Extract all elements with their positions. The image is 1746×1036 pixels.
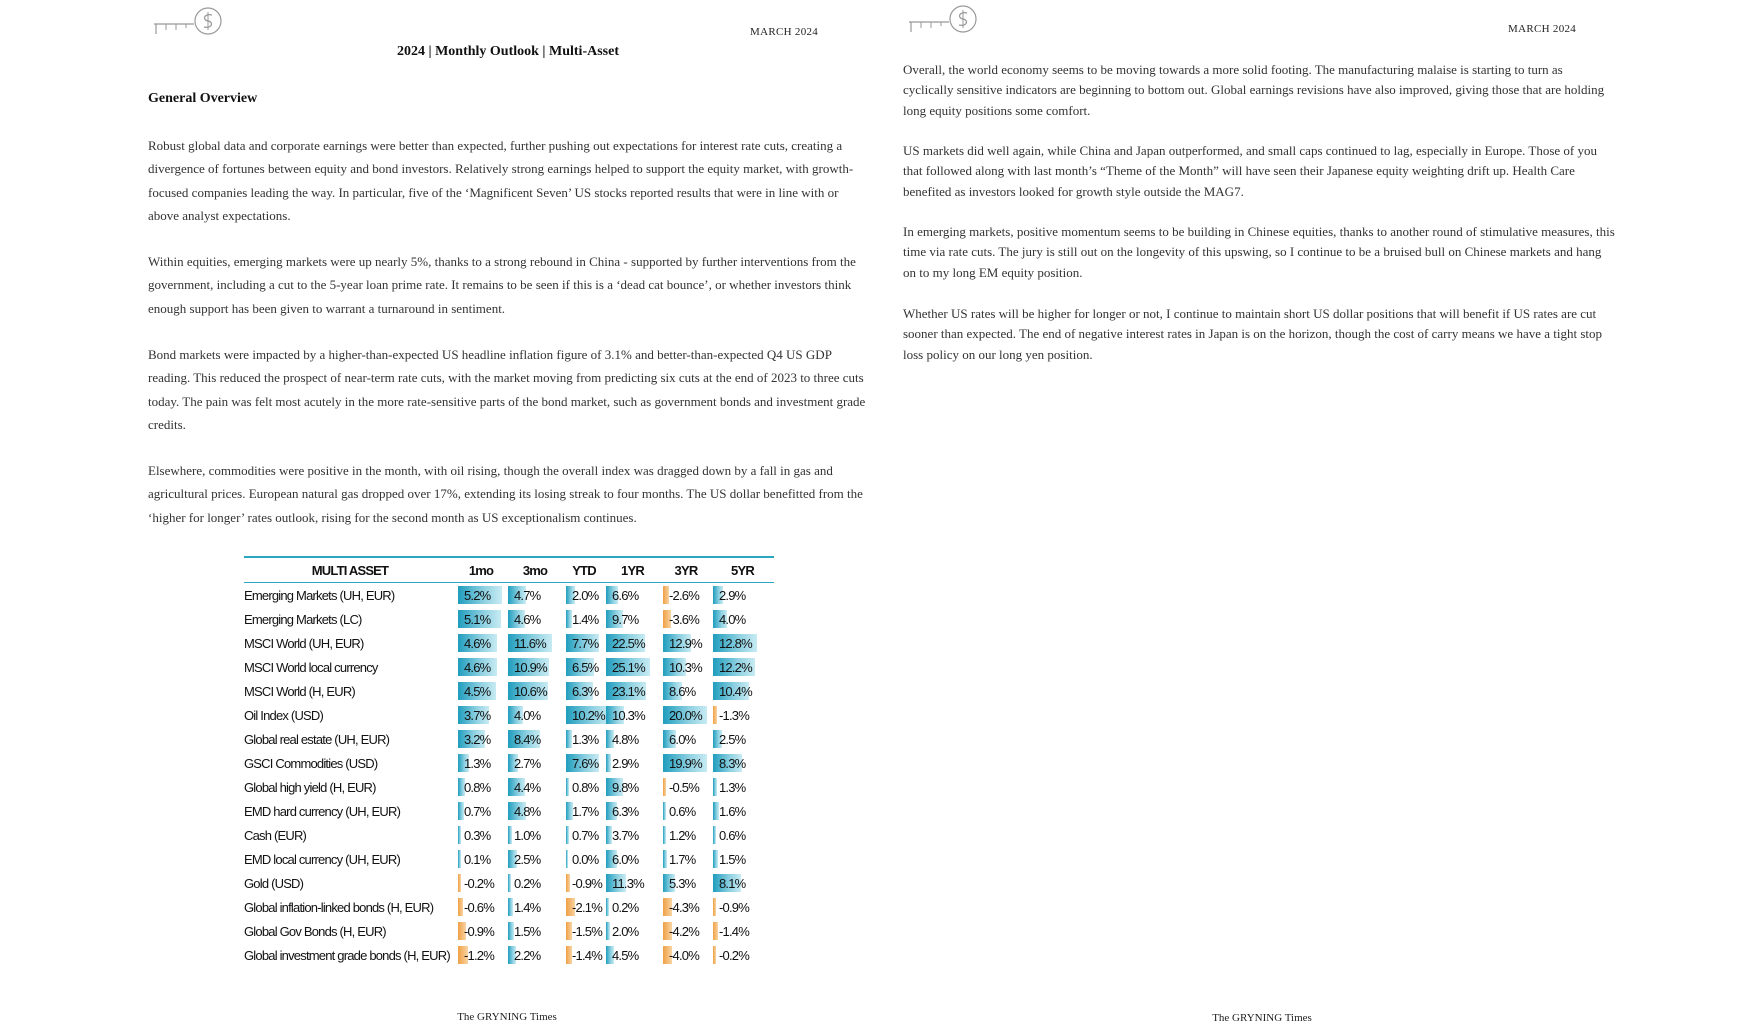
row-label: Oil Index (USD): [244, 707, 324, 723]
brand-logo: [905, 2, 985, 38]
value-cell: [711, 703, 774, 727]
column-header-1yr: 1YR: [604, 557, 661, 583]
value-label: 4.6%: [464, 659, 491, 675]
value-label: 8.1%: [719, 875, 746, 891]
column-header-3yr: 3YR: [661, 557, 711, 583]
value-label: 1.6%: [719, 803, 746, 819]
value-label: 3.7%: [464, 707, 491, 723]
value-label: 4.0%: [514, 707, 541, 723]
value-cell: [711, 847, 774, 871]
value-label: 6.0%: [612, 851, 639, 867]
row-label: EMD hard currency (UH, EUR): [244, 803, 401, 819]
value-label: 0.3%: [464, 827, 491, 843]
value-label: 2.9%: [719, 587, 746, 603]
value-label: 2.0%: [612, 923, 639, 939]
value-cell: [711, 919, 774, 943]
row-label: Global real estate (UH, EUR): [244, 731, 390, 747]
value-cell: [711, 895, 774, 919]
row-label: GSCI Commodities (USD): [244, 755, 378, 771]
value-cell: [604, 727, 661, 751]
row-label: Global high yield (H, EUR): [244, 779, 376, 795]
value-label: 1.4%: [514, 899, 541, 915]
value-label: 4.6%: [514, 611, 541, 627]
value-cell: [661, 919, 711, 943]
value-cell: [711, 775, 774, 799]
row-label: Emerging Markets (UH, EUR): [244, 587, 395, 603]
value-label: 3.2%: [464, 731, 491, 747]
value-label: -4.3%: [669, 899, 699, 915]
value-cell: [661, 631, 711, 655]
section-heading: General Overview: [148, 91, 258, 106]
value-label: 9.8%: [612, 779, 639, 795]
value-cell: [661, 799, 711, 823]
value-label: 4.7%: [514, 587, 541, 603]
value-cell: [506, 727, 564, 751]
table-row: [244, 631, 774, 655]
value-label: -0.2%: [464, 875, 494, 891]
value-label: 10.6%: [514, 683, 547, 699]
table-row: [244, 751, 774, 775]
page-title: 2024 | Monthly Outlook | Multi-Asset: [396, 44, 619, 59]
value-label: -0.5%: [669, 779, 699, 795]
value-cell: [711, 751, 774, 775]
column-header-asset: MULTI ASSET: [244, 557, 456, 583]
table-row: [244, 799, 774, 823]
value-cell: [604, 631, 661, 655]
value-cell: [456, 655, 506, 679]
value-cell: [456, 799, 506, 823]
value-label: 6.3%: [572, 683, 599, 699]
value-label: 1.3%: [719, 779, 746, 795]
value-label: 6.3%: [612, 803, 639, 819]
value-label: -2.1%: [572, 899, 602, 915]
value-cell: [604, 847, 661, 871]
value-cell: [456, 775, 506, 799]
value-label: 1.5%: [719, 851, 746, 867]
value-cell: [506, 751, 564, 775]
value-cell: [506, 871, 564, 895]
value-label: -4.0%: [669, 947, 699, 963]
row-label: Gold (USD): [244, 875, 304, 891]
value-cell: [564, 943, 604, 967]
value-cell: [506, 607, 564, 631]
value-label: 0.2%: [612, 899, 639, 915]
value-label: 11.3%: [612, 875, 644, 891]
table-row: [244, 583, 774, 608]
value-cell: [456, 943, 506, 967]
value-label: 9.7%: [612, 611, 639, 627]
table-row: [244, 943, 774, 967]
row-label: Global inflation-linked bonds (H, EUR): [244, 899, 434, 915]
body-paragraph: Whether US rates will be higher for longer or not, I continue to maintain short US dollar positions that will benefit if US rates are cut sooner than expected. The end of negative interest rates in Japan is on the horizon, though the cost of carry means we have a tight stop loss policy on our long yen position.: [903, 306, 1603, 362]
value-label: 0.1%: [464, 851, 491, 867]
value-label: -3.6%: [669, 611, 699, 627]
row-label: EMD local currency (UH, EUR): [244, 851, 401, 867]
value-cell: [506, 679, 564, 703]
value-label: -0.9%: [464, 923, 494, 939]
value-cell: [456, 631, 506, 655]
value-cell: [506, 655, 564, 679]
value-label: 4.4%: [514, 779, 541, 795]
value-cell: [604, 799, 661, 823]
issue-date: MARCH 2024: [750, 26, 819, 38]
value-cell: [711, 583, 774, 608]
value-cell: [661, 583, 711, 608]
value-cell: [711, 655, 774, 679]
value-cell: [604, 775, 661, 799]
value-label: 6.0%: [669, 731, 696, 747]
body-paragraph: Overall, the world economy seems to be moving towards a more solid footing. The manufacturing malaise is starting to turn as cyclically sensitive indicators are beginning to bottom out. Global earnings revisions have also improved, giving those that are holding long equity positions some comfort.: [903, 62, 1605, 118]
value-cell: [604, 871, 661, 895]
value-cell: [661, 823, 711, 847]
column-header-3mo: 3mo: [506, 557, 564, 583]
table-row: [244, 919, 774, 943]
value-label: -1.5%: [572, 923, 602, 939]
value-cell: [661, 727, 711, 751]
value-cell: [604, 823, 661, 847]
value-cell: [711, 631, 774, 655]
table-row: [244, 775, 774, 799]
value-label: 8.6%: [669, 683, 696, 699]
value-cell: [661, 607, 711, 631]
value-label: 0.7%: [572, 827, 599, 843]
page-footer: The GRYNING Times: [1212, 1012, 1312, 1024]
value-cell: [604, 919, 661, 943]
value-label: 0.8%: [464, 779, 491, 795]
value-cell: [506, 583, 564, 608]
row-label: Global investment grade bonds (H, EUR): [244, 947, 450, 963]
value-label: 10.9%: [514, 659, 547, 675]
table-row: [244, 655, 774, 679]
value-cell: [604, 607, 661, 631]
value-label: 2.2%: [514, 947, 541, 963]
value-label: 5.1%: [464, 611, 491, 627]
value-label: 12.8%: [719, 635, 752, 651]
value-cell: [564, 655, 604, 679]
value-cell: [564, 823, 604, 847]
value-cell: [661, 871, 711, 895]
table-row: [244, 823, 774, 847]
value-label: 2.9%: [612, 755, 639, 771]
body-paragraph: Elsewhere, commodities were positive in the month, with oil rising, though the overall index was dragged down by a fall in gas and agricultural prices. European natural gas dropped over 17%, extending its losing streak to four months. The US dollar benefitted from the ‘higher for longer’ rates outlook, rising for the second month as US exceptionalism continues.: [148, 463, 863, 525]
value-cell: [711, 727, 774, 751]
table-row: [244, 607, 774, 631]
row-label: Cash (EUR): [244, 827, 307, 843]
column-header-5yr: 5YR: [711, 557, 774, 583]
value-cell: [564, 631, 604, 655]
value-cell: [456, 703, 506, 727]
page-footer: The GRYNING Times: [457, 1011, 557, 1023]
value-cell: [661, 847, 711, 871]
value-label: 7.7%: [572, 635, 599, 651]
row-label: MSCI World (UH, EUR): [244, 635, 364, 651]
value-cell: [456, 847, 506, 871]
column-header-ytd: YTD: [564, 557, 604, 583]
value-label: -0.6%: [464, 899, 494, 915]
value-label: 10.3%: [612, 707, 645, 723]
value-cell: [711, 679, 774, 703]
table-header-row: [244, 557, 774, 583]
value-cell: [564, 751, 604, 775]
value-label: 5.3%: [669, 875, 696, 891]
value-cell: [711, 943, 774, 967]
value-label: -1.4%: [719, 923, 749, 939]
row-label: Emerging Markets (LC): [244, 611, 362, 627]
value-label: 0.6%: [669, 803, 696, 819]
value-cell: [604, 943, 661, 967]
value-cell: [661, 751, 711, 775]
value-label: 0.6%: [719, 827, 746, 843]
value-cell: [711, 823, 774, 847]
value-label: -1.2%: [464, 947, 494, 963]
value-label: 4.5%: [464, 683, 491, 699]
row-label: MSCI World (H, EUR): [244, 683, 355, 699]
value-cell: [456, 895, 506, 919]
value-label: 4.8%: [514, 803, 541, 819]
value-cell: [564, 703, 604, 727]
table-row: [244, 679, 774, 703]
value-cell: [564, 583, 604, 608]
value-cell: [711, 799, 774, 823]
body-paragraph: Robust global data and corporate earnings were better than expected, further pushing out expectations for interest rate cuts, creating a divergence of fortunes between equity and bond investors. Relatively strong earnings helped to support the equity market, with growth- focused companies leading the way. In particular, five of the ‘Magnificent Seven’ US stocks reported results that were in line with or above analyst expectations.: [148, 138, 854, 223]
value-label: 10.2%: [572, 707, 605, 723]
value-label: 0.7%: [464, 803, 491, 819]
value-cell: [506, 703, 564, 727]
value-label: 4.5%: [612, 947, 639, 963]
value-label: -4.2%: [669, 923, 699, 939]
column-header-1mo: 1mo: [456, 557, 506, 583]
row-label: Global Gov Bonds (H, EUR): [244, 923, 386, 939]
value-cell: [604, 679, 661, 703]
value-label: 5.2%: [464, 587, 491, 603]
value-cell: [506, 919, 564, 943]
value-label: 1.4%: [572, 611, 599, 627]
value-label: 12.9%: [669, 635, 702, 651]
value-cell: [456, 751, 506, 775]
value-label: 12.2%: [719, 659, 752, 675]
body-paragraph: Bond markets were impacted by a higher-than-expected US headline inflation figure of 3.1% and better-than-expected Q4 US GDP reading. This reduced the prospect of near-term rate cuts, with the market moving from predicting six cuts at the end of 2023 to three cuts today. The pain was felt most acutely in the more rate-sensitive parts of the bond market, such as government bonds and investment grade credits.: [148, 347, 866, 432]
value-label: 25.1%: [612, 659, 645, 675]
table-row: [244, 871, 774, 895]
value-label: 23.1%: [612, 683, 645, 699]
value-label: 1.7%: [669, 851, 696, 867]
body-paragraph: US markets did well again, while China and Japan outperformed, and small caps continued to lag, especially in Europe. Those of you that followed along with last month’s “Theme of the Month” will have seen their Japanese equity weighting drift up. Health Care benefited as investors looked for growth style outside the MAG7.: [903, 143, 1598, 199]
value-label: -1.4%: [572, 947, 602, 963]
value-label: 6.6%: [612, 587, 639, 603]
value-cell: [711, 607, 774, 631]
value-cell: [506, 847, 564, 871]
value-cell: [661, 895, 711, 919]
value-cell: [506, 823, 564, 847]
value-label: 22.5%: [612, 635, 645, 651]
value-cell: [564, 919, 604, 943]
value-cell: [661, 703, 711, 727]
value-cell: [604, 895, 661, 919]
value-label: -0.9%: [719, 899, 749, 915]
value-cell: [456, 583, 506, 608]
value-cell: [564, 847, 604, 871]
value-cell: [564, 775, 604, 799]
value-label: 1.3%: [572, 731, 599, 747]
value-cell: [661, 655, 711, 679]
value-label: 1.7%: [572, 803, 599, 819]
value-cell: [456, 727, 506, 751]
value-cell: [564, 727, 604, 751]
value-label: 0.0%: [572, 851, 599, 867]
value-label: 4.0%: [719, 611, 746, 627]
value-label: 4.8%: [612, 731, 639, 747]
value-label: 2.0%: [572, 587, 599, 603]
value-cell: [661, 775, 711, 799]
value-cell: [661, 679, 711, 703]
value-label: 1.0%: [514, 827, 541, 843]
row-label: MSCI World local currency: [244, 659, 378, 675]
value-cell: [564, 871, 604, 895]
table-row: [244, 727, 774, 751]
value-cell: [506, 775, 564, 799]
body-paragraph: Within equities, emerging markets were up nearly 5%, thanks to a strong rebound in China - supported by further interventions from the government, including a cut to the 5-year loan prime rate. It remains to be seen if this is a ‘dead cat bounce’, or whether investors think enough support has been given to warrant a turnaround in sentiment.: [148, 254, 856, 316]
value-label: -2.6%: [669, 587, 699, 603]
value-cell: [506, 631, 564, 655]
brand-logo: [150, 4, 230, 40]
table-row: [244, 847, 774, 871]
value-label: 7.6%: [572, 755, 599, 771]
value-label: 1.2%: [669, 827, 696, 843]
value-cell: [506, 799, 564, 823]
table-row: [244, 703, 774, 727]
value-label: 10.3%: [669, 659, 702, 675]
value-label: 8.3%: [719, 755, 746, 771]
value-cell: [604, 583, 661, 608]
value-label: -1.3%: [719, 707, 749, 723]
value-label: 6.5%: [572, 659, 599, 675]
value-cell: [604, 703, 661, 727]
value-label: 0.2%: [514, 875, 541, 891]
value-label: 2.5%: [719, 731, 746, 747]
value-cell: [456, 871, 506, 895]
value-cell: [456, 919, 506, 943]
value-label: 20.0%: [669, 707, 702, 723]
value-cell: [506, 895, 564, 919]
value-label: 2.7%: [514, 755, 541, 771]
value-label: 0.8%: [572, 779, 599, 795]
multi-asset-performance-table: [244, 556, 774, 967]
value-label: 10.4%: [719, 683, 752, 699]
body-paragraph: In emerging markets, positive momentum seems to be building in Chinese equities, thanks to another round of stimulative measures, this time via rate cuts. The jury is still out on the longevity of this upswing, so I continue to be a bruised bull on Chinese markets and hang on to my long EM equity position.: [903, 224, 1615, 280]
value-cell: [456, 607, 506, 631]
value-label: -0.2%: [719, 947, 749, 963]
value-cell: [506, 943, 564, 967]
value-cell: [456, 823, 506, 847]
value-label: 1.5%: [514, 923, 541, 939]
value-cell: [711, 871, 774, 895]
value-cell: [564, 679, 604, 703]
value-cell: [604, 751, 661, 775]
value-label: 2.5%: [514, 851, 541, 867]
value-cell: [564, 799, 604, 823]
issue-date: MARCH 2024: [1508, 23, 1577, 35]
value-label: 1.3%: [464, 755, 491, 771]
value-label: 11.6%: [514, 635, 546, 651]
value-label: 19.9%: [669, 755, 702, 771]
value-cell: [661, 943, 711, 967]
value-label: -0.9%: [572, 875, 602, 891]
value-label: 8.4%: [514, 731, 541, 747]
value-cell: [564, 895, 604, 919]
value-label: 4.6%: [464, 635, 491, 651]
value-cell: [604, 655, 661, 679]
value-cell: [564, 607, 604, 631]
value-cell: [456, 679, 506, 703]
table-row: [244, 895, 774, 919]
value-label: 3.7%: [612, 827, 639, 843]
